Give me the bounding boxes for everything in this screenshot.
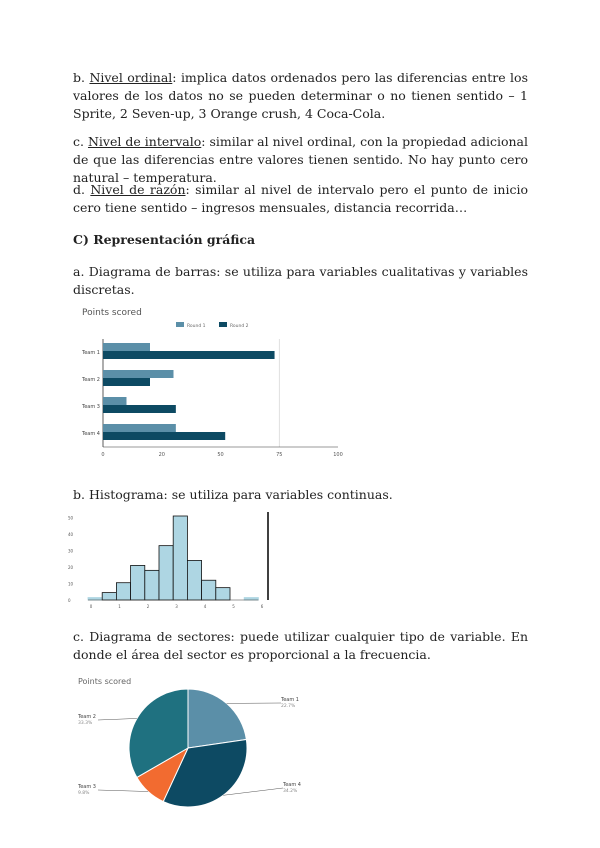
legend-label-1: Round 1 xyxy=(187,324,206,329)
pie-label-3: Team 3 xyxy=(78,784,96,790)
ordinal-term: Nivel ordinal xyxy=(89,70,173,85)
x-tick-2: 1 xyxy=(118,604,121,609)
leader-line-4 xyxy=(98,718,137,720)
histogram-bin-10 xyxy=(216,588,230,600)
pie-label-1: Team 1 xyxy=(281,697,299,703)
pie-slice-1 xyxy=(188,689,246,748)
x-tick-2: 20 xyxy=(158,452,165,458)
nivel-intervalo-paragraph xyxy=(73,133,528,187)
histogram-caption: b. Histograma: se utiliza para variables continuas. xyxy=(73,487,393,502)
histogram-bin-7 xyxy=(173,516,187,600)
x-tick-4: 75 xyxy=(276,452,283,458)
bar-chart-title: Points scored xyxy=(82,308,142,318)
razon-term: Nivel de razón xyxy=(90,182,186,197)
x-tick-1: 0 xyxy=(89,604,93,609)
y-tick-5: 40 xyxy=(68,532,74,537)
y-tick-3: 20 xyxy=(68,565,74,570)
intervalo-term: Nivel de intervalo xyxy=(87,134,202,149)
leader-line-3 xyxy=(98,790,148,792)
histogram-bin-3 xyxy=(116,583,130,600)
pie-chart xyxy=(76,672,306,812)
pie-pct-1: 22.7% xyxy=(281,704,296,709)
bar-3-1 xyxy=(103,397,127,405)
y-tick-4: 30 xyxy=(68,548,74,554)
x-tick-1: 0 xyxy=(101,452,105,458)
leader-line-2 xyxy=(223,788,283,795)
ordinal-prefix: b. xyxy=(73,70,90,85)
razon-text: : similar al nivel de intervalo pero el punto de inicio cero tiene sentido – ingresos mensuales, distancia recorrida… xyxy=(73,182,529,215)
pie-label-2: Team 4 xyxy=(283,782,301,788)
histogram-bin-1 xyxy=(88,598,102,600)
bar-4-1 xyxy=(103,424,176,432)
x-tick-3: 50 xyxy=(217,452,224,458)
bar-1-1 xyxy=(103,343,150,351)
histogram-bin-8 xyxy=(187,560,201,600)
histogram-bin-4 xyxy=(131,565,145,600)
bar-chart-caption: a. Diagrama de barras: se utiliza para variables cualitativas y variables discretas. xyxy=(73,264,528,297)
pie-pct-2: 34.2% xyxy=(283,789,298,794)
bar-1-2 xyxy=(103,351,275,359)
category-label-2: Team 2 xyxy=(82,377,100,383)
section-heading: C) Representación gráfica xyxy=(73,232,256,247)
legend-label-2: Round 2 xyxy=(230,324,249,329)
y-tick-2: 10 xyxy=(68,581,74,587)
histogram-bin-5 xyxy=(145,570,159,600)
x-tick-5: 4 xyxy=(203,604,207,609)
nivel-ordinal-paragraph xyxy=(73,69,528,123)
x-tick-7: 6 xyxy=(260,604,264,609)
x-tick-6: 5 xyxy=(232,604,235,609)
histogram-chart xyxy=(64,512,276,610)
y-tick-6: 50 xyxy=(68,515,74,521)
intervalo-prefix: c. xyxy=(73,134,88,149)
legend-swatch-1 xyxy=(176,322,184,327)
histogram-bin-6 xyxy=(159,546,173,600)
razon-prefix: d. xyxy=(73,182,91,197)
category-label-1: Team 1 xyxy=(82,350,100,356)
bar-chart xyxy=(78,303,348,463)
category-label-4: Team 4 xyxy=(82,431,100,437)
ordinal-text: : implica datos ordenados pero las diferencias entre los valores de los datos no se pueden determinar o no tienen sentido – 1 Sprite, 2 Seven-up, 3 Orange crush, 4 Coca-Cola. xyxy=(73,70,528,121)
bar-2-2 xyxy=(103,378,150,386)
bar-2-1 xyxy=(103,370,174,378)
pie-chart-caption: c. Diagrama de sectores: puede utilizar cualquier tipo de variable. En donde el área del sector es proporcional a la frecuencia. xyxy=(73,629,528,662)
pie-chart-title: Points scored xyxy=(78,677,132,686)
pie-pct-4: 33.3% xyxy=(78,721,93,726)
x-tick-4: 3 xyxy=(175,604,178,609)
nivel-razon-paragraph xyxy=(73,181,528,217)
x-tick-5: 100 xyxy=(333,452,343,458)
y-tick-1: 0 xyxy=(68,598,71,603)
legend-swatch-2 xyxy=(219,322,227,327)
pie-label-4: Team 2 xyxy=(78,714,96,720)
histogram-bin-12 xyxy=(244,598,258,600)
histogram-bin-2 xyxy=(102,593,116,600)
pie-pct-3: 9.8% xyxy=(78,791,90,796)
histogram-bin-9 xyxy=(202,580,216,600)
intervalo-text: : similar al nivel ordinal, con la propiedad adicional de que las diferencias entre valores tienen sentido. No hay punto cero natural – temperatura. xyxy=(73,134,528,185)
bar-3-2 xyxy=(103,405,176,413)
x-tick-3: 2 xyxy=(146,604,150,609)
bar-4-2 xyxy=(103,432,225,440)
category-label-3: Team 3 xyxy=(82,404,100,410)
